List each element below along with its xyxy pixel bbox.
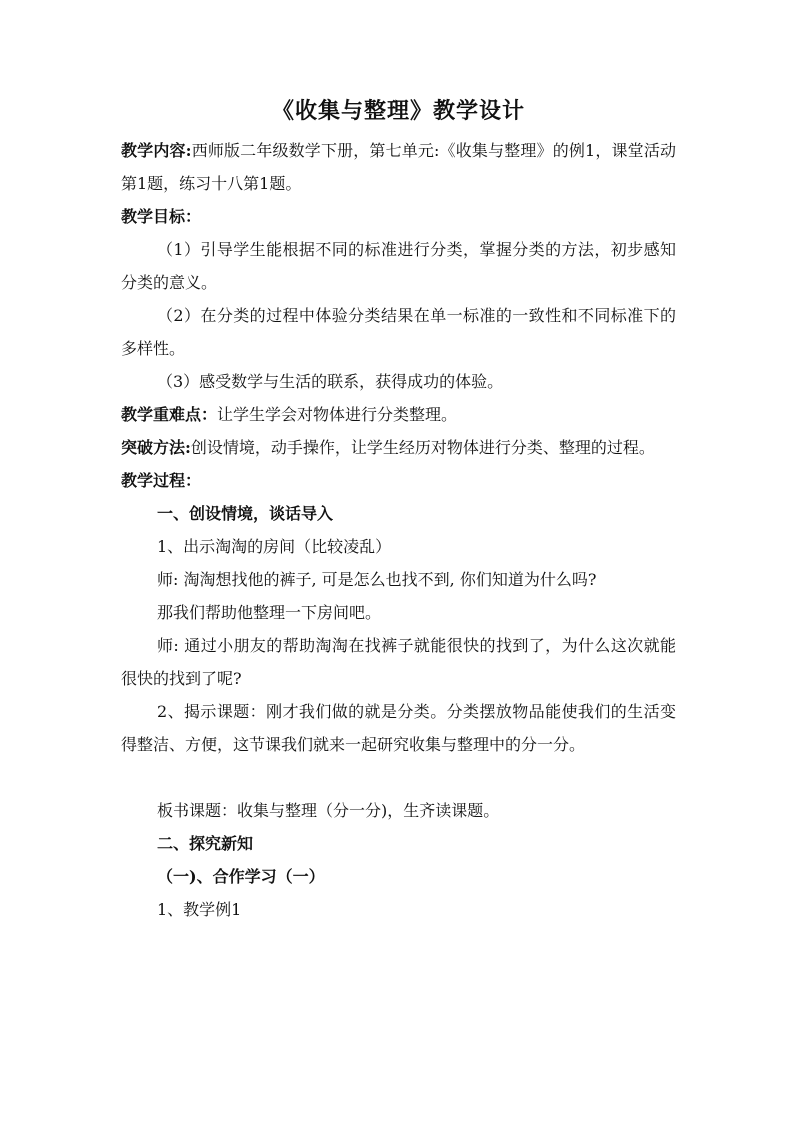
subsection-heading-1: （一)、合作学习（一） — [157, 867, 325, 886]
goal-item-2: （2）在分类的过程中体验分类结果在单一标准的一致性和不同标准下的多样性。 — [121, 306, 676, 358]
teaching-goals-label: 教学目标： — [121, 207, 202, 226]
key-points — [121, 398, 676, 431]
key-points-label: 教学重难点： — [121, 405, 218, 424]
process-step-2: 2、揭示课题：刚才我们做的就是分类。分类摆放物品能使我们的生活变得整洁、方便，这节课我们就来一起研究收集与整理中的分一分。 — [121, 702, 676, 754]
teaching-process-label: 教学过程： — [121, 471, 202, 490]
example-line: 1、教学例1 — [157, 900, 242, 919]
key-points-text: 让学生学会对物体进行分类整理。 — [217, 405, 458, 424]
teaching-content-text: 西师版二年级数学下册，第七单元:《收集与整理》的例1，课堂活动第1题，练习十八第1题。 — [121, 141, 676, 193]
teacher-line-2: 师: 通过小朋友的帮助淘淘在找裤子就能很快的找到了，为什么这次就能很快的找到了呢? — [121, 636, 676, 688]
document-title: 《收集与整理》教学设计 — [271, 98, 525, 124]
document-page — [121, 96, 676, 926]
teaching-content — [121, 134, 676, 200]
goal-item-1: （1）引导学生能根据不同的标准进行分类，掌握分类的方法，初步感知分类的意义。 — [121, 240, 676, 292]
teaching-content-label: 教学内容: — [121, 141, 192, 160]
breakthrough-method — [121, 431, 676, 464]
breakthrough-method-text: 创设情境，动手操作，让学生经历对物体进行分类、整理的过程。 — [190, 438, 655, 457]
breakthrough-method-label: 突破方法: — [121, 438, 191, 457]
section-heading-2: 二、探究新知 — [157, 834, 254, 853]
teacher-line-1b: 那我们帮助他整理一下房间吧。 — [157, 603, 382, 622]
goal-item-3: （3）感受数学与生活的联系，获得成功的体验。 — [157, 372, 504, 391]
teacher-line-1: 师: 淘淘想找他的裤子, 可是怎么也找不到, 你们知道为什么吗? — [157, 570, 597, 589]
board-title-line: 板书课题：收集与整理（分一分)，生齐读课题。 — [157, 801, 500, 820]
process-step-1: 1、出示淘淘的房间（比较凌乱） — [157, 537, 392, 556]
blank-line — [121, 761, 676, 794]
section-heading-1: 一、创设情境，谈话导入 — [157, 504, 334, 523]
